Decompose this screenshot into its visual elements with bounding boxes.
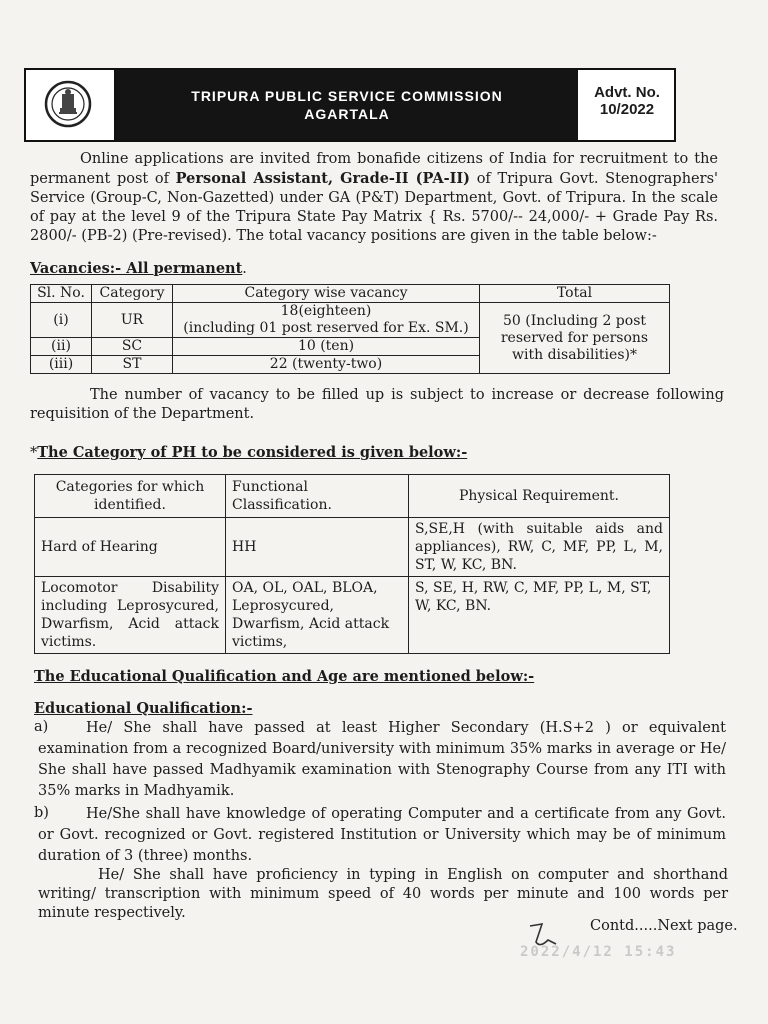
advt-label: Advt. No. (594, 84, 660, 101)
col-sl-no: Sl. No. (31, 285, 92, 303)
col-total: Total (480, 285, 670, 303)
vacancy-table (30, 284, 670, 374)
cell-vacancy (173, 303, 480, 338)
edu-item-a-marker: a) (34, 719, 49, 735)
vacancy-line2: (including 01 post reserved for Ex. SM.) (183, 320, 469, 336)
cell-total: 50 (Including 2 post reserved for persons with disabilities)* (480, 303, 670, 374)
vacancy-note: The number of vacancy to be filled up is subject to increase or decrease following requisition of the Department. (30, 387, 724, 422)
vacancies-heading (30, 260, 247, 277)
edu-item-a-text: He/ She shall have passed at least Higher Secondary (H.S+2 ) or equivalent examination from a recognized Board/university with minimum 35% marks in average or He/ She shall have passed Madhyamik examination with Stenography Course from any ITI with 35% marks in Madhyamik. (38, 720, 726, 799)
col-functional: Functional Classification. (226, 475, 409, 518)
ph-heading-text: The Category of PH to be considered is given below:- (37, 444, 468, 461)
cell-sl: (i) (31, 303, 92, 338)
cell-ph-classification: OA, OL, OAL, BLOA, Leprosycured, Dwarfism, Acid attack victims, (226, 577, 409, 654)
ph-table (34, 474, 670, 654)
vacancies-heading-text: Vacancies:- All permanent (30, 260, 243, 277)
col-physical: Physical Requirement. (409, 475, 670, 518)
col-category: Category (92, 285, 173, 303)
cell-category: ST (92, 356, 173, 374)
emblem-box (26, 70, 116, 140)
vacancy-line1: 18(eighteen) (280, 303, 372, 319)
table-row (31, 303, 670, 338)
vacancy-table-header (31, 285, 670, 303)
intro-text-after: of Tripura Govt. Stenographers' Service (Group-C, Non-Gazetted) under GA (P&T) Department, Govt. of Tripura. In the scale of pay at the level 9 of the Tripura State Pay Matrix { Rs. 5700/-- 24,000/- + Grade Pay Rs. 2800/- (PB-2) (Pre-revised). The total vacancy positions are given in the table below:- (30, 171, 718, 244)
cell-vacancy: 22 (twenty-two) (173, 356, 480, 374)
cell-category: UR (92, 303, 173, 338)
ph-table-header (35, 475, 670, 518)
ph-heading-star: * (30, 445, 38, 461)
table-row (35, 518, 670, 577)
cell-ph-requirement: S,SE,H (with suitable aids and appliances), RW, C, MF, PP, L, M, ST, W, KC, BN. (409, 518, 670, 577)
cell-ph-classification: HH (226, 518, 409, 577)
continued-note: Contd.....Next page. (590, 918, 738, 934)
date-stamp: 2022/4/12 15:43 (520, 944, 677, 960)
post-name: Personal Assistant, Grade-II (PA-II) (175, 170, 471, 187)
col-categories: Categories for which identified. (35, 475, 226, 518)
cell-ph-category: Locomotor Disability including Leprosycured, Dwarfism, Acid attack victims. (35, 577, 226, 654)
cell-category: SC (92, 338, 173, 356)
cell-ph-category: Hard of Hearing (35, 518, 226, 577)
intro-paragraph (30, 150, 718, 246)
cell-sl: (iii) (31, 356, 92, 374)
advt-number: 10/2022 (599, 101, 655, 118)
advt-box (580, 70, 674, 140)
ph-heading (30, 444, 467, 461)
edu-item-b-text: He/She shall have knowledge of operating Computer and a certificate from any Govt. or Govt. recognized or Govt. registered Institution or University which may be of minimum duration of 3 (three) months. (38, 806, 726, 864)
org-name: TRIPURA PUBLIC SERVICE COMMISSION (191, 88, 503, 104)
table-row (35, 577, 670, 654)
intro-text-before: Online applications are invited from bonafide citizens of India for recruitment to the permanent post of (30, 151, 718, 187)
cell-vacancy: 10 (ten) (173, 338, 480, 356)
edu-extra-paragraph: He/ She shall have proficiency in typing in English on computer and shorthand writing/ transcription with minimum speed of 40 words per minute and 100 words per minute respectively. (38, 867, 728, 921)
header-box (24, 68, 676, 142)
edu-heading: Educational Qualification:- (34, 700, 253, 717)
org-city: AGARTALA (304, 106, 390, 122)
col-category-vacancy: Category wise vacancy (173, 285, 480, 303)
commission-emblem-icon (44, 80, 92, 128)
cell-ph-requirement: S, SE, H, RW, C, MF, PP, L, M, ST, W, KC, BN. (409, 577, 670, 654)
header-title-bar (116, 70, 578, 140)
edu-age-heading: The Educational Qualification and Age are mentioned below:- (34, 668, 535, 685)
edu-item-b-marker: b) (34, 805, 49, 821)
cell-sl: (ii) (31, 338, 92, 356)
vacancies-heading-suffix: . (242, 261, 247, 277)
